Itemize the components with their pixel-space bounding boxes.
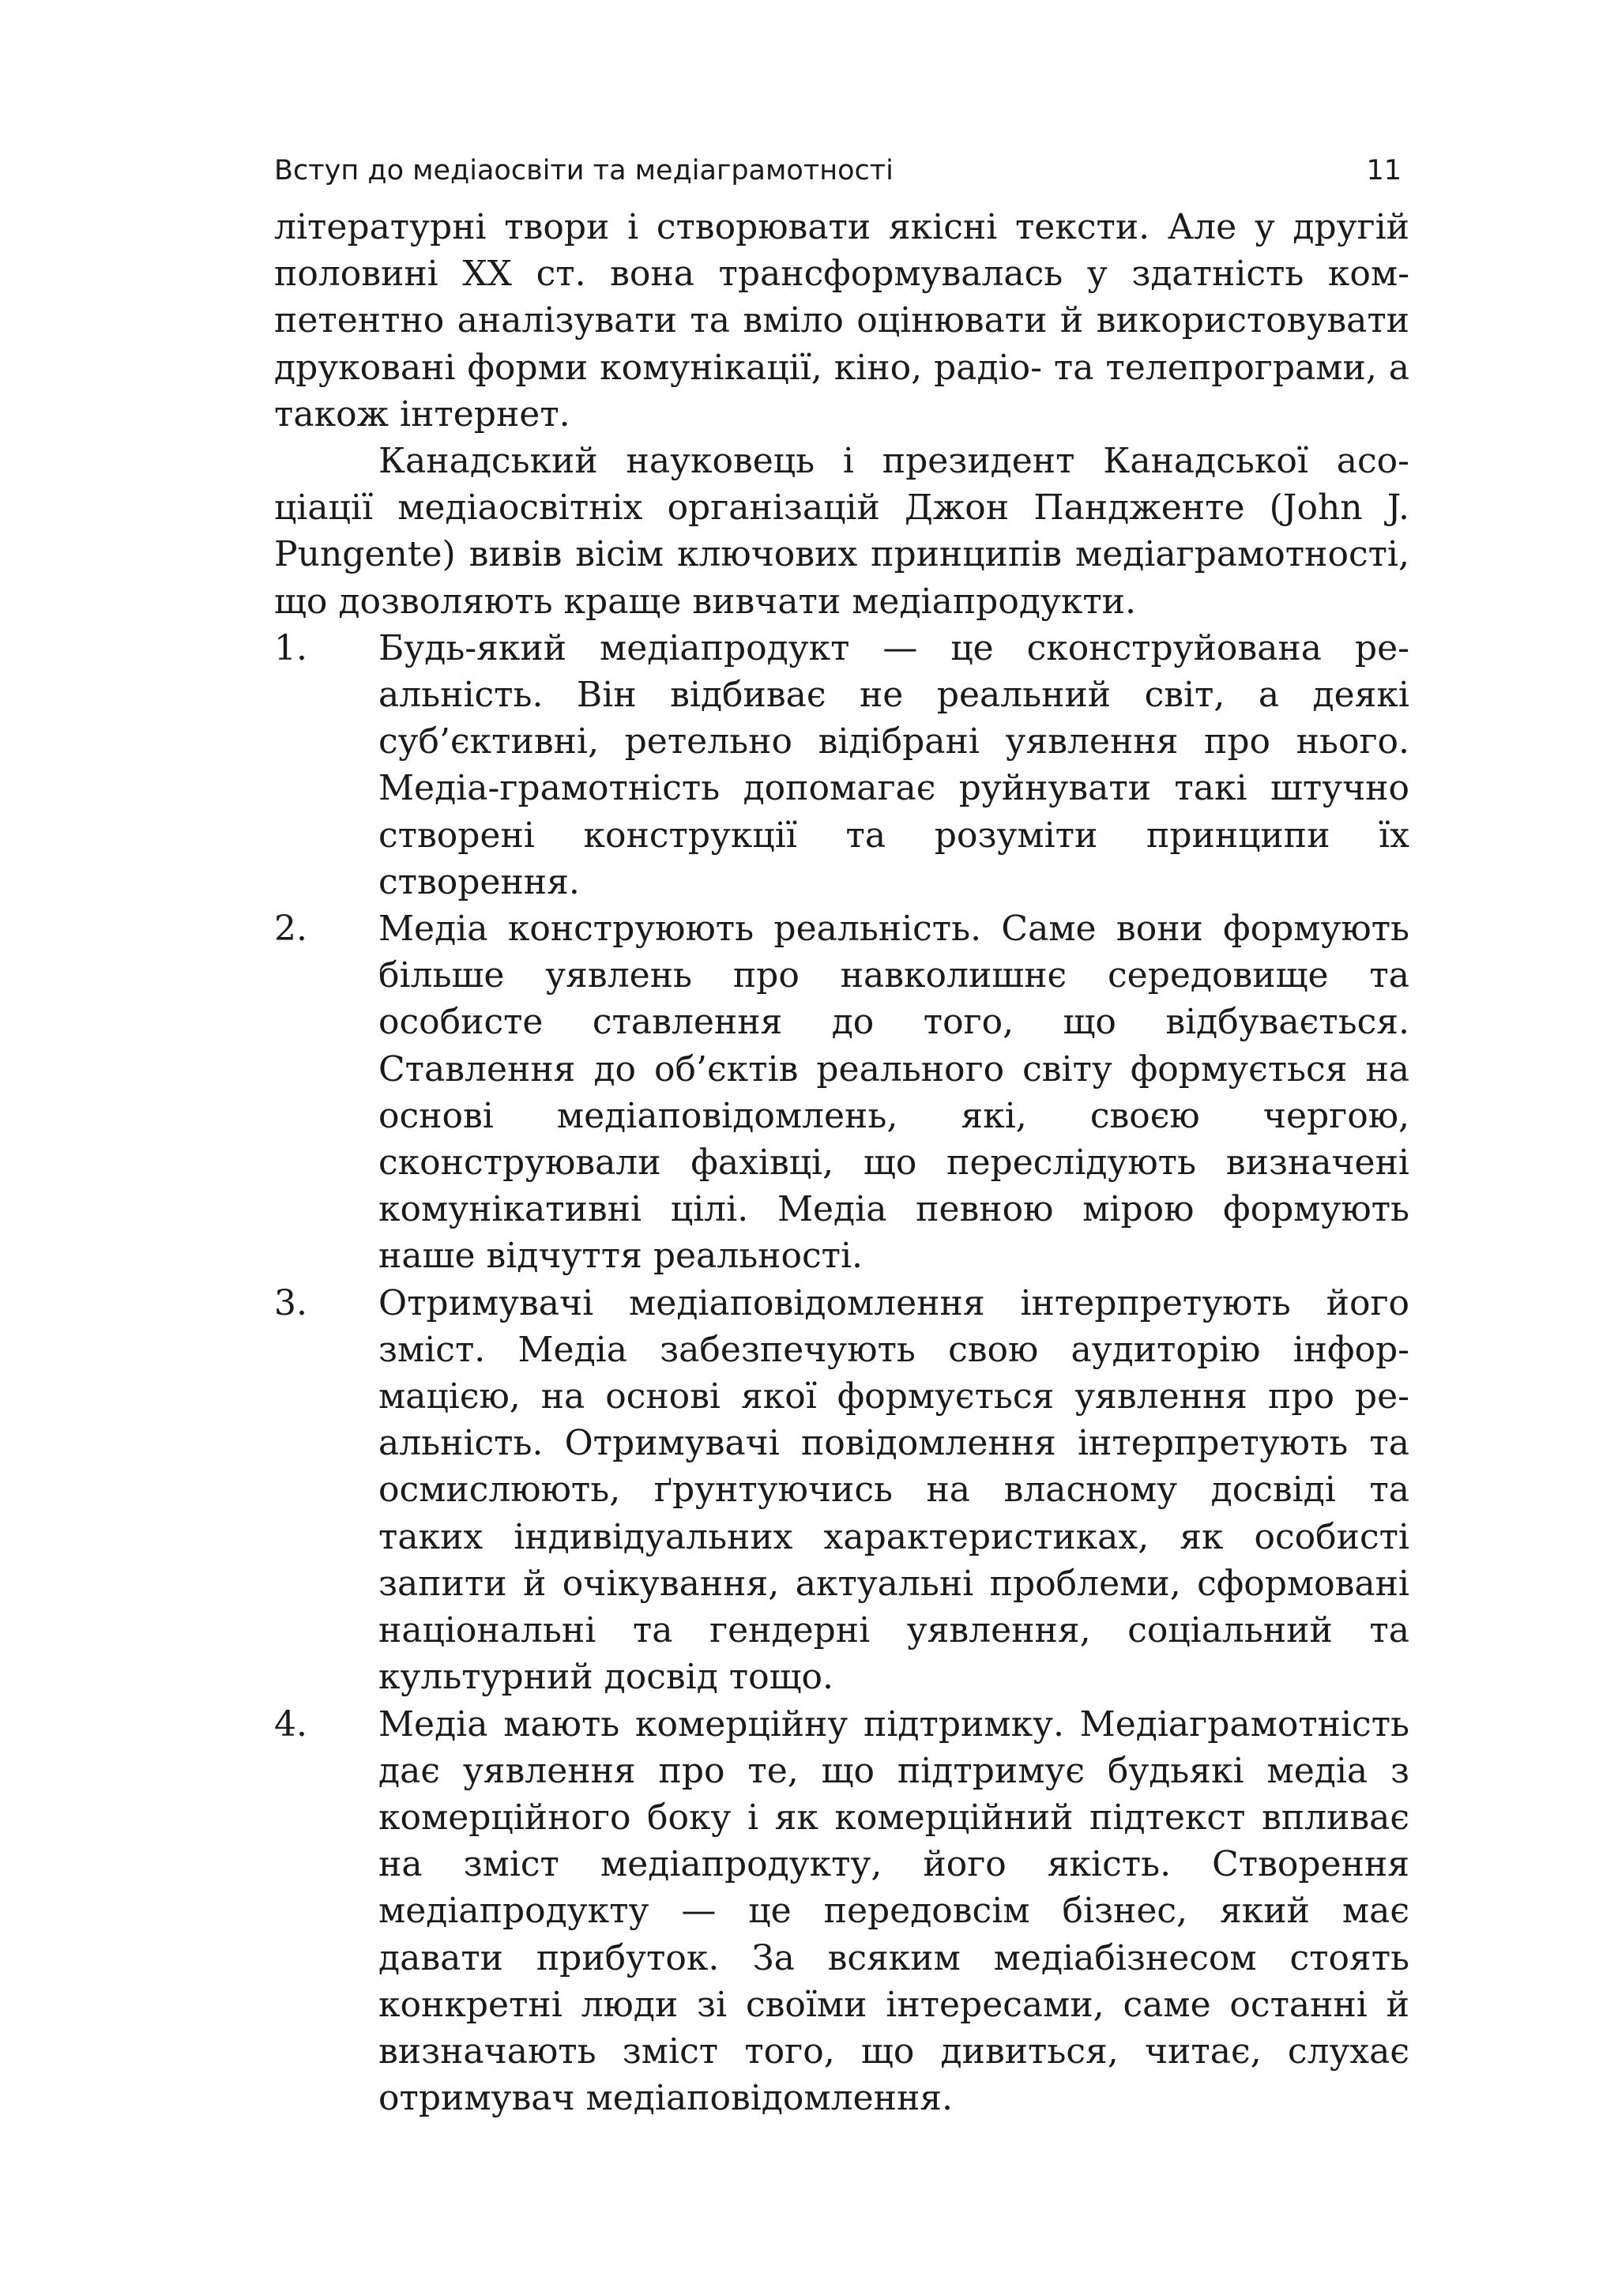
list-item-text: Медіа конструюють реальність. Саме вони формують більше уявлень про навколишнє середовище та особисте ставлення до того, що відбувається. Ставлення до об’єктів реального світу формується на основі медіаповідомлень, які, своєю чергою, сконструювали фахівці, що переслідують визначені комунікативні цілі. Медіа певною мірою формують наше відчуття реальності.: [378, 909, 1409, 1277]
list-item-number: 4.: [274, 1703, 307, 1745]
list-item-text: Отримувачі медіаповідомлення інтерпретують його зміст. Медіа забезпечують свою аудиторію інформацією, на основі якої формується уявлення про реальність. Отримувачі повідомлення інтерпретують та осмислюють, ґрунтуючись на власному досвіді та таких індивідуальних характеристиках, як особисті запити й очікування, актуальні проблеми, сформовані національні та гендерні уявлення, соціальний та культурний досвід тощо.: [378, 1282, 1409, 1698]
list-item: [274, 1701, 1409, 2122]
list-item-text: Будь-який медіапродукт — це сконструйована реальність. Він відбиває не реальний світ, а деякі суб’єктивні, ретельно відібрані уявлення про нього. Медіа-грамотність допомагає руйнувати такі штучно створені конструкції та розуміти принципи їх створення.: [378, 627, 1409, 902]
list-item-number: 3.: [274, 1282, 307, 1323]
running-title: Вступ до медіаосвіти та медіаграмотності: [274, 155, 894, 186]
body-text: [274, 204, 1409, 2121]
list-item: [274, 1280, 1409, 1701]
page-header: [274, 149, 1409, 193]
list-item-number: 1.: [274, 627, 307, 668]
list-item-text: Медіа мають комерційну підтримку. Медіаграмотність дає уявлення про те, що підтримує будьякі медіа з комерційного боку і як комерційний підтекст впливає на зміст медіапродукту, його якість. Створення медіапродукту — це передовсім бізнес, який має давати прибуток. За всяким медіабізнесом стоять конкретні люди зі своїми інтересами, саме останні й визначають зміст того, що дивиться, читає, слухає отримувач медіаповідомлення.: [378, 1703, 1409, 2119]
principles-list: [274, 625, 1409, 2122]
paragraph-pungente-intro: Канадський науковець і президент Канадської асоціації медіаосвітніх організацій Джон Пандженте (John J. Pungente) вивів вісім ключових принципів медіаграмотності, що дозволяють краще вивчати медіапродукти.: [274, 441, 1409, 622]
list-item-number: 2.: [274, 909, 307, 950]
list-item: [274, 905, 1409, 1280]
page-number: 11: [1366, 155, 1402, 186]
paragraph-continuation: літературні твори і створювати якісні тексти. Але у другій половині XX ст. вона трансформувалась у здатність компетентно аналізувати та вміло оцінювати й використовувати друковані форми комунікації, кіно, радіо- та телепрограми, а також інтернет.: [274, 207, 1409, 435]
list-item: [274, 625, 1409, 905]
